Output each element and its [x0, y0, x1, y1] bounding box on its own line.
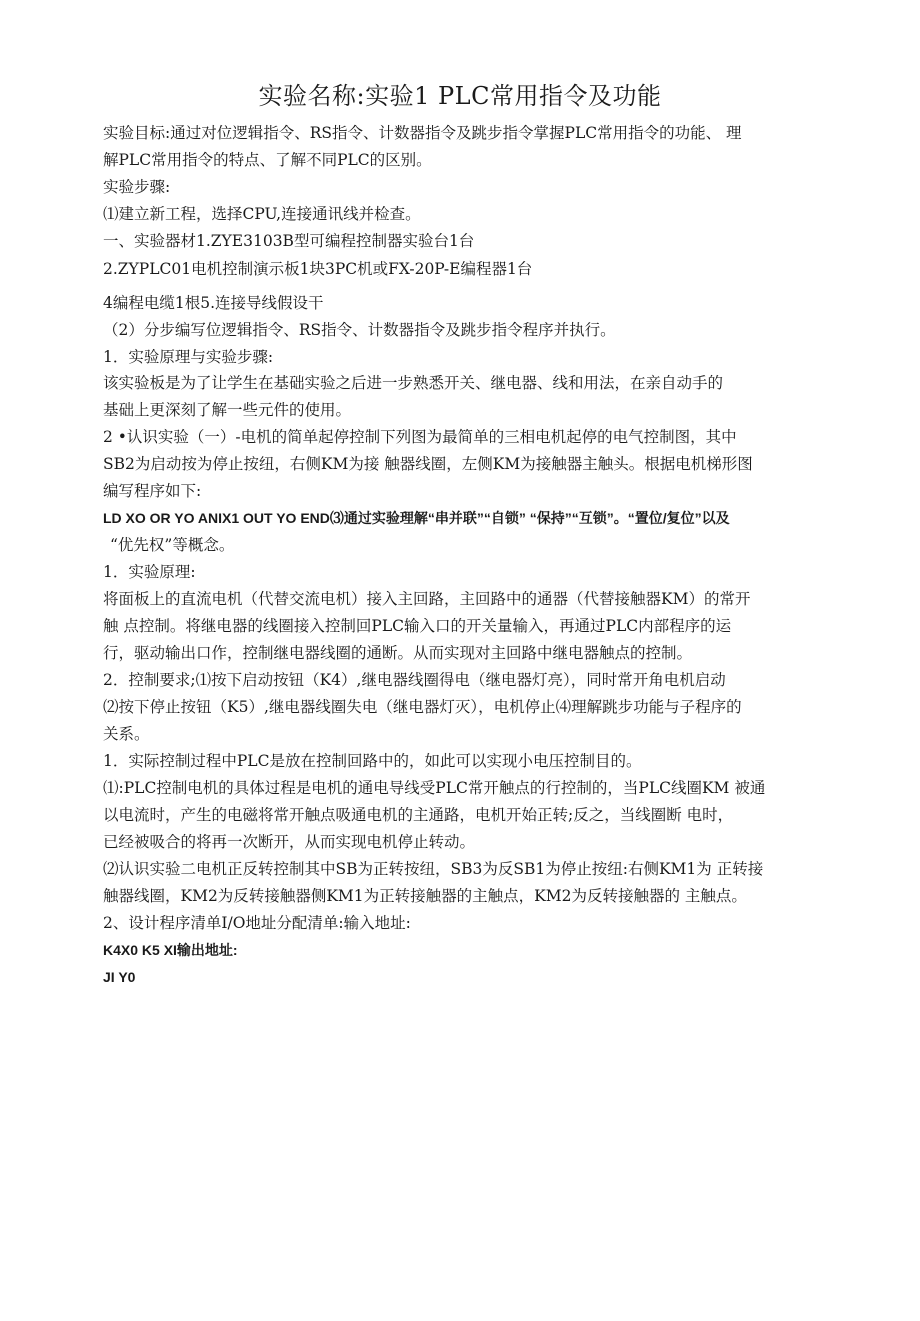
- text-line: 该实验板是为了让学生在基础实验之后进一步熟悉开关、继电器、线和用法，在亲自动手的: [103, 374, 724, 392]
- code-line: LD XO OR YO ANIX1 OUT YO END⑶通过实验理解“串并联”“自锁” “保持”“互锁”。“置位/复位”以及: [103, 510, 730, 526]
- text-line: ⑴建立新工程，选择CPU,连接通讯线并检查。: [103, 205, 421, 223]
- text-line: ⑴:PLC控制电机的具体过程是电机的通电导线受PLC常开触点的行控制的，当PLC线圈KM 被通: [103, 779, 766, 797]
- text-line: 2 •认识实验（一）-电机的简单起停控制下列图为最简单的三相电机起停的电气控制图，其中: [103, 428, 737, 446]
- text-line: 2．控制要求;⑴按下启动按钮（K4）,继电器线圈得电（继电器灯亮），同时常开角电机启动: [103, 671, 726, 689]
- text-line: “优先权”等概念。: [110, 536, 235, 554]
- text-line: 编写程序如下:: [103, 482, 202, 500]
- text-line: 已经被吸合的将再一次断开，从而实现电机停止转动。: [103, 833, 476, 851]
- text-line: 触器线圈，KM2为反转接触器侧KM1为正转接触器的主触点，KM2为反转接触器的 主触点。: [103, 887, 747, 905]
- text-line: 1．实验原理与实验步骤:: [103, 348, 274, 366]
- text-line: 2、设计程序清单I/O地址分配清单:输入地址:: [103, 914, 411, 932]
- text-line: 基础上更深刻了解一些元件的使用。: [103, 401, 352, 419]
- text-line: JI Y0: [103, 969, 136, 985]
- text-line: （2）分步编写位逻辑指令、RS指令、计数器指令及跳步指令程序并执行。: [103, 321, 616, 339]
- text-line: ⑵按下停止按钮（K5）,继电器线圈失电（继电器灯灭），电机停止⑷理解跳步功能与子程序的: [103, 698, 742, 716]
- text-line: 2.ZYPLC01电机控制演示板1块3PC机或FX-20P-E编程器1台: [103, 260, 533, 278]
- text-line: 1．实验原理:: [103, 563, 196, 581]
- text-line: 以电流时，产生的电磁将常开触点吸通电机的主通路，电机开始正转;反之，当线圈断 电时，: [103, 806, 734, 824]
- document-title: 实验名称:实验1 PLC常用指令及功能: [258, 82, 662, 110]
- text-line: 关系。: [103, 725, 150, 743]
- text-line: SB2为启动按为停止按纽，右侧KM为接 触器线圈，左侧KM为接触器主触头。根据电机梯形图: [103, 455, 753, 473]
- text-line: 触 点控制。将继电器的线圈接入控制回PLC输入口的开关量输入，再通过PLC内部程序的运: [103, 617, 732, 635]
- text-line: 实验步骤:: [103, 178, 171, 196]
- text-line: 实验目标:通过对位逻辑指令、RS指令、计数器指令及跳步指令掌握PLC常用指令的功能、 理: [103, 124, 742, 142]
- text-line: 行，驱动输出口作，控制继电器线圈的通断。从而实现对主回路中继电器触点的控制。: [103, 644, 693, 662]
- text-line: 将面板上的直流电机（代替交流电机）接入主回路，主回路中的通器（代替接触器KM）的常开: [103, 590, 751, 608]
- text-line: ⑵认识实验二电机正反转控制其中SB为正转按纽，SB3为反SB1为停止按纽:右侧KM1为 正转接: [103, 860, 764, 878]
- text-line: 1．实际控制过程中PLC是放在控制回路中的，如此可以实现小电压控制目的。: [103, 752, 642, 770]
- text-line: 解PLC常用指令的特点、了解不同PLC的区别。: [103, 151, 432, 169]
- text-line: K4X0 K5 XI输出地址:: [103, 942, 238, 958]
- text-line: 4编程电缆1根5.连接导线假设干: [103, 294, 324, 312]
- text-line: 一、实验器材1.ZYE3103B型可编程控制器实验台1台: [103, 232, 475, 250]
